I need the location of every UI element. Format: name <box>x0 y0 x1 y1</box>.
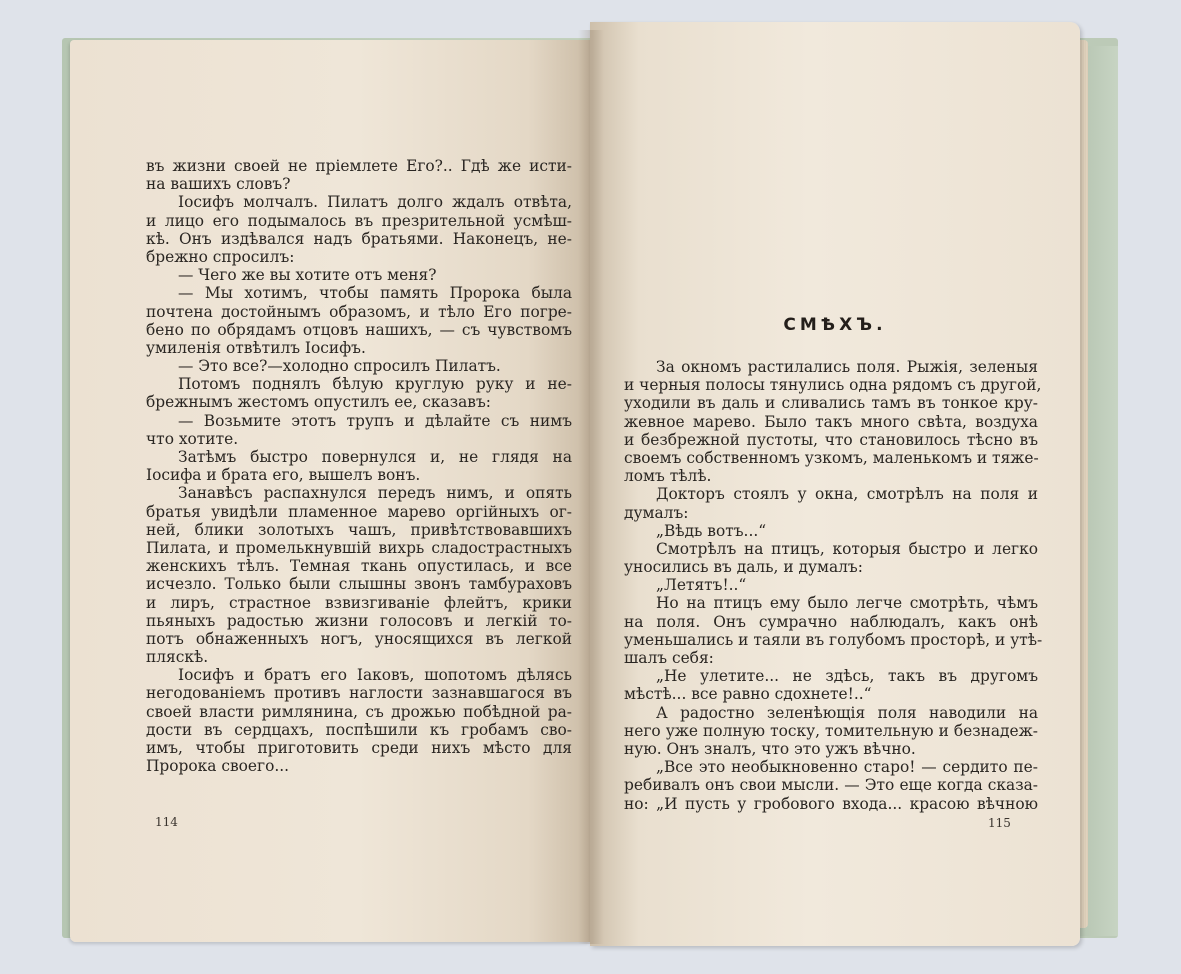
text-line: ломъ тѣлѣ. <box>624 467 712 486</box>
text-line: Іосифъ молчалъ. Пилатъ долго ждалъ отвѣта, <box>178 193 572 212</box>
text-line: но: „И пусть у гробового входа... красою вѣчною <box>624 794 1038 813</box>
text-line: на поля. Онъ сумрачно наблюдалъ, какъ онѣ <box>624 612 1038 631</box>
text-line: Затѣмъ быстро повернулся и, не глядя на <box>178 448 572 466</box>
text-line: негодованіемъ противъ наглости зазнавшагося въ <box>146 684 572 703</box>
left-page-number: 114 <box>155 815 178 829</box>
text-line: бено по обрядамъ отцовъ нашихъ, — съ чувствомъ <box>146 320 572 339</box>
right-page <box>590 22 1080 946</box>
text-line: кѣ. Онъ издѣвался надъ братьями. Наконецъ, не- <box>146 229 572 248</box>
text-line: своей власти римлянина, съ дрожью побѣдной ра- <box>146 702 572 721</box>
text-line: и лицо его подымалось въ презрительной усмѣш- <box>146 211 572 230</box>
text-line: имъ, чтобы приготовить среди нихъ мѣсто для <box>146 739 572 757</box>
text-line: „Все это необыкновенно старо! — сердито пе- <box>656 758 1038 777</box>
text-line: почтена достойнымъ образомъ, и тѣло Его погре- <box>146 302 572 321</box>
left-page <box>70 40 590 942</box>
text-line: и безбрежной пустоты, что становилось тѣсно въ <box>624 430 1038 449</box>
text-line: Смотрѣлъ на птицъ, которыя быстро и легко <box>656 539 1038 558</box>
text-line: уносились въ даль, и думалъ: <box>624 558 863 577</box>
text-line: ную. Онъ зналъ, что это ужъ вѣчно. <box>624 739 916 758</box>
text-line: и лиръ, страстное взвизгиваніе флейтъ, крики <box>146 593 572 612</box>
text-line: и черныя полосы тянулись одна рядомъ съ другой, <box>624 376 1042 395</box>
text-line: жевное марево. Было такъ много свѣта, воздуха <box>624 412 1038 431</box>
text-line: Іосифъ и братъ его Іаковъ, шопотомъ дѣлясь <box>178 666 572 685</box>
text-line: — Мы хотимъ, чтобы память Пророка была <box>178 284 572 303</box>
text-line: умиленія отвѣтилъ Іосифъ. <box>146 338 366 357</box>
text-line: что хотите. <box>146 429 239 448</box>
text-line: въ жизни своей не пріемлете Его?.. Гдѣ же исти- <box>146 157 572 175</box>
text-line: Но на птицъ ему было легче смотрѣть, чѣмъ <box>656 594 1038 613</box>
text-line: потъ обнаженныхъ ногъ, уносящихся въ легкой <box>146 629 572 648</box>
text-line: ребивалъ онъ свои мысли. — Это еще когда сказа- <box>624 776 1038 795</box>
text-line: на вашихъ словъ? <box>146 175 291 194</box>
right-page-number: 115 <box>988 816 1011 830</box>
text-line: пьяныхъ радостью жизни голосовъ и легкій то- <box>146 611 572 630</box>
text-line: „Вѣдь вотъ...“ <box>656 521 767 540</box>
text-line: А радостно зеленѣющія поля наводили на <box>656 703 1038 722</box>
text-line: пляскѣ. <box>146 648 209 667</box>
chapter-title: СМѢХЪ. <box>783 315 887 335</box>
text-line: уменьшались и таяли въ голубомъ просторѣ, и утѣ- <box>624 630 1043 649</box>
text-line: мѣстѣ... все равно сдохнете!..“ <box>624 685 872 704</box>
text-line: брежнымъ жестомъ опустилъ ее, сказавъ: <box>146 393 491 412</box>
right-page-text <box>624 358 1043 813</box>
text-line: ней, блики золотыхъ чашъ, привѣтствовавшихъ <box>146 520 572 539</box>
text-line: него уже полную тоску, томительную и безнадеж- <box>624 721 1038 740</box>
text-line: Пророка своего... <box>146 757 290 776</box>
text-line: шалъ себя: <box>624 649 714 667</box>
text-line: — Чего же вы хотите отъ меня? <box>178 266 437 285</box>
text-line: Докторъ стоялъ у окна, смотрѣлъ на поля и <box>656 485 1038 504</box>
text-line: — Возьмите этотъ трупъ и дѣлайте съ нимъ <box>178 411 572 430</box>
text-line: Потомъ поднялъ бѣлую круглую руку и не- <box>178 375 572 394</box>
text-line: женскихъ тѣлъ. Темная ткань опустилась, и все <box>146 557 572 576</box>
text-line: думалъ: <box>624 503 689 522</box>
text-line: дости въ сердцахъ, поспѣшили къ гробамъ сво- <box>146 720 572 739</box>
text-line: своемъ собственномъ узкомъ, маленькомъ и тяже- <box>624 448 1039 467</box>
book-gutter <box>578 30 604 944</box>
text-line: Пилата, и промелькнувшій вихрь сладострастныхъ <box>146 538 572 557</box>
text-line: исчезло. Только были слышны звонъ тамбураховъ <box>146 575 572 594</box>
text-line: За окномъ растилались поля. Рыжія, зеленыя <box>656 358 1038 376</box>
text-line: Іосифа и брата его, вышелъ вонъ. <box>146 466 421 485</box>
text-line: „Летятъ!..“ <box>656 576 747 595</box>
text-line: Занавѣсъ распахнулся передъ нимъ, и опять <box>178 484 572 503</box>
text-line: уходили въ даль и сливались тамъ въ тонкое кру- <box>624 394 1038 413</box>
text-line: — Это все?—холодно спросилъ Пилатъ. <box>178 357 501 376</box>
left-page-text <box>146 157 572 775</box>
text-line: „Не улетите... не здѣсь, такъ въ другомъ <box>656 667 1038 686</box>
text-line: брежно спросилъ: <box>146 247 295 266</box>
text-line: братья увидѣли пламенное марево оргійныхъ ог- <box>146 502 572 521</box>
